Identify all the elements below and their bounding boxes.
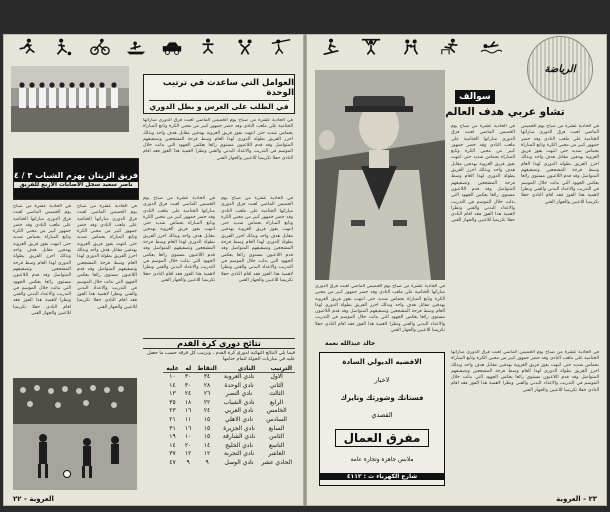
table-cell: الرابع [269,398,284,406]
table-cell: ١٨ [184,398,192,406]
table-cell: نادي التجربة [223,450,255,458]
table-cell: ٢٤ [184,390,192,398]
ad-brand: مفرق العمال [335,429,430,447]
table-cell: نادي الشارقة [222,433,256,441]
boxer-icon [400,37,422,57]
table-cell: ٣٥ [169,398,176,406]
team-photo [11,66,129,132]
table-header: النادي [220,365,258,373]
table-cell: ١٤ [169,381,176,389]
secondary-headline: فريق الزيتان يهزم الشباب ٣ / ٤ [14,170,138,180]
table-row [163,390,295,399]
table-row [163,373,295,382]
left-folio: العروبة - ٢٢ [13,495,54,503]
table-header: له [182,365,194,373]
table-cell: السابع [268,424,285,432]
right-text-column-a: في الحادية عشرة من صباح يوم الخميس الماضي لعبت فرق الدوري مباراتها الختامية على ملعب النادي وقد حضر جمهور كبير من محبي الكرة وتابع المباراة بحماس شديد حتى انتهت بفوز فريق العروبة بهدفين مقابل هدف واحد وبذلك احرز الفريق بطولة الدوري لهذا العام وسط فرحة المشجعين وتصفيقهم المتواصل وقد قدم اللاعبون مستوى رائعا يعكس الجهود التي بذلت خلال الموسم في التدريب والاعداد البدني والفني ونظرا لاهمية هذا الفوز فقد اقام النادي حفلا تكريميا للاعبين والجهاز الفني [451,124,515,224]
secondary-text-column-a: في الحادية عشرة من صباح يوم الخميس الماضي لعبت فرق الدوري مباراتها الختامية على ملعب النادي وقد حضر جمهور كبير من محبي الكرة وتابع المباراة بحماس شديد حتى انتهت بفوز فريق العروبة بهدفين مقابل هدف واحد وبذلك احرز الفريق بطولة الدوري لهذا العام وسط فرحة المشجعين وتصفيقهم المتواصل وقد قدم اللاعبون مستوى رائعا يعكس الجهود التي بذلت خلال الموسم في التدريب والاعداد البدني والفني ونظرا لاهمية هذا الفوز فقد اقام النادي حفلا تكريميا للاعبين والجهاز الفني [13,204,71,317]
advertisement-box [319,352,445,486]
car-icon [161,37,183,57]
sport-icons-strip-right [311,36,511,58]
table-row [163,442,295,451]
ad-line4: القصدي [371,411,393,420]
league-table-section [143,338,295,468]
table-cell: ١٦ [184,407,192,415]
table-cell: ٢٤ [203,407,211,415]
table-cell: ٩ [186,458,190,466]
masthead-title: الرياضة [544,63,576,75]
ad-line2: لاخبار [374,375,390,384]
hurdler-icon [440,37,462,57]
jumper-icon [197,37,219,57]
main-headline-line2: في الطلب على العرس و بطل الدوري [149,101,289,111]
right-folio: ٢٣ - العروبة [556,495,597,503]
table-cell: الخامس [266,407,287,415]
table-cell: ١٢ [203,450,211,458]
table-cell: التاسع [268,441,285,449]
table-cell: ٢٠ [184,441,192,449]
table-cell: نادي الاهلي [225,415,254,423]
right-headline: تشاو عربي هدف العالم [445,106,565,118]
ad-line1: الافضيه الديولي السادة [342,357,422,366]
table-cell: ١٠ [169,373,176,380]
table-cell: نادي الوحدة [224,381,254,389]
swimmer-icon [480,37,502,57]
table-header: الترتيب [258,365,295,373]
table-cell: ٢١ [169,415,176,423]
magazine-spread [3,34,607,506]
rowing-icon [125,37,147,57]
main-headline-line1: العوامل التي ساعدت في ترتيب الوحدة [162,77,294,98]
ad-address: شارع الكهرباء ت : ٤١١٢ [320,473,444,480]
column-kicker: سوالف [455,90,495,104]
table-cell: نادي الشباب [223,398,255,406]
table-cell: ١٤ [169,441,176,449]
table-cell: ١٥ [203,415,211,423]
table-cell: ٣١ [169,424,176,432]
table-cell: ٣٠ [184,381,192,389]
table-cell: ٢٢ [203,398,211,406]
weightlifter-icon [360,37,382,57]
table-cell: نادي العربي [224,407,254,415]
article-text-column-b: في الحادية عشرة من صباح يوم الخميس الماضي لعبت فرق الدوري مباراتها الختامية على ملعب النادي وقد حضر جمهور كبير من محبي الكرة وتابع المباراة بحماس شديد حتى انتهت بفوز فريق العروبة بهدفين مقابل هدف واحد وبذلك احرز الفريق بطولة الدوري لهذا العام وسط فرحة المشجعين وتصفيقهم المتواصل وقد قدم اللاعبون مستوى رائعا يعكس الجهود التي بذلت خلال الموسم في التدريب والاعداد البدني والفني ونظرا لاهمية هذا الفوز فقد اقام النادي حفلا تكريميا للاعبين والجهاز الفني [221,196,293,283]
table-cell: ١٥ [203,424,211,432]
table-row [163,407,295,416]
table-row [163,459,295,468]
table-row [163,433,295,442]
table-cell: ٩ [205,458,209,466]
table-cell: الثالث [269,390,285,398]
table-cell: نادي النصر [225,390,253,398]
table-row [163,450,295,459]
table-cell: ٤٧ [169,458,176,466]
masthead-logo [527,36,593,102]
right-text-column-b: في الحادية عشرة من صباح يوم الخميس الماضي لعبت فرق الدوري مباراتها الختامية على ملعب النادي وقد حضر جمهور كبير من محبي الكرة وتابع المباراة بحماس شديد حتى انتهت بفوز فريق العروبة بهدفين مقابل هدف واحد وبذلك احرز الفريق بطولة الدوري لهذا العام وسط فرحة المشجعين وتصفيقهم المتواصل وقد قدم اللاعبون مستوى رائعا يعكس الجهود التي بذلت خلال الموسم في التدريب والاعداد البدني والفني ونظرا لاهمية هذا الفوز فقد اقام النادي حفلا تكريميا للاعبين والجهاز الفني [521,124,599,205]
table-cell: ١٢ [184,450,192,458]
table-cell: الثاني [269,381,284,389]
right-text-lower: في الحادية عشرة من صباح يوم الخميس الماضي لعبت فرق الدوري مباراتها الختامية على ملعب النادي وقد حضر جمهور كبير من محبي الكرة وتابع المباراة بحماس شديد حتى انتهت بفوز فريق العروبة بهدفين مقابل هدف واحد وبذلك احرز الفريق بطولة الدوري لهذا العام وسط فرحة المشجعين وتصفيقهم المتواصل وقد قدم اللاعبون مستوى رائعا يعكس الجهود التي بذلت خلال الموسم في التدريب والاعداد البدني والفني ونظرا لاهمية هذا الفوز فقد اقام النادي حفلا تكريميا للاعبين والجهاز الفني [451,350,599,393]
cyclist-icon [89,37,111,57]
article-text-upper-right: في الحادية عشرة من صباح يوم الخميس الماضي لعبت فرق الدوري مباراتها الختامية على ملعب النادي وقد حضر جمهور كبير من محبي الكرة وتابع المباراة بحماس شديد حتى انتهت بفوز فريق العروبة بهدفين مقابل هدف واحد وبذلك احرز الفريق بطولة الدوري لهذا العام وسط فرحة المشجعين وتصفيقهم المتواصل وقد قدم اللاعبون مستوى رائعا يعكس الجهود التي بذلت خلال الموسم في التدريب والاعداد البدني والفني ونظرا لاهمية هذا الفوز فقد اقام النادي حفلا تكريميا للاعبين والجهاز الفني [143,118,293,161]
secondary-subhead: ناصر سعيد سجل الاصابات الاربع للفريق [14,182,138,188]
table-title: نتائج دوري كرة القدم [143,338,295,349]
table-header: عليه [163,365,182,373]
table-row [163,399,295,408]
table-header: النقاط [194,365,220,373]
photo-caption: خالد عبدالله نعمة [325,340,376,347]
table-cell: الحادي عشر [261,458,292,466]
table-cell: ١٥ [203,433,211,441]
league-table [163,365,295,468]
article-text-column-a: في الحادية عشرة من صباح يوم الخميس الماضي لعبت فرق الدوري مباراتها الختامية على ملعب النادي وقد حضر جمهور كبير من محبي الكرة وتابع المباراة بحماس شديد حتى انتهت بفوز فريق العروبة بهدفين مقابل هدف واحد وبذلك احرز الفريق بطولة الدوري لهذا العام وسط فرحة المشجعين وتصفيقهم المتواصل وقد قدم اللاعبون مستوى رائعا يعكس الجهود التي بذلت خلال الموسم في التدريب والاعداد البدني والفني ونظرا لاهمية هذا الفوز فقد اقام النادي حفلا تكريميا للاعبين والجهاز الفني [143,196,215,283]
ad-tagline: ملابس جاهزة وتجارة عامة [350,457,414,464]
table-cell: ١٣ [169,390,176,398]
table-cell: ٢٨ [203,381,211,389]
left-page [3,34,305,506]
table-cell: ٣٠ [184,373,192,380]
ad-line3: فستانك وشورتك وتايرك [340,393,424,402]
scout-portrait-photo [315,70,445,280]
wrestler-icon [234,37,256,57]
table-cell: ١٠ [184,433,192,441]
table-cell: ٣٧ [169,450,176,458]
table-cell: الاول [270,373,283,380]
football-player-icon [52,37,74,57]
skier-icon [320,37,342,57]
main-headline-box [143,74,295,114]
table-cell: الثامن [269,433,285,441]
table-cell: ٢٣ [169,407,176,415]
table-row [163,416,295,425]
secondary-headline-box [13,158,139,200]
table-cell: السادس [266,415,287,423]
runner-icon [16,37,38,57]
table-cell: العاشر [268,450,285,458]
sport-icons-strip [9,36,299,58]
table-cell: نادي الوصل [224,458,254,466]
table-row [163,382,295,391]
table-cell: ١٦ [184,424,192,432]
table-cell: ٣٤ [203,373,211,380]
table-row [163,425,295,434]
table-cell: ١١ [184,415,192,423]
table-cell: نادي الخليج [225,441,253,449]
table-cell: نادي العروبة [223,373,255,380]
table-intro: فيما يلي النتائج النهائية لدوري كرة القدم ، وترتيب كل فرقة حسب ما حصل عليه في مباريات الجولة لتمام ختامها [147,351,295,362]
right-page [305,34,607,506]
table-cell: ١٤ [203,441,211,449]
right-text-under-photo: في الحادية عشرة من صباح يوم الخميس الماضي لعبت فرق الدوري مباراتها الختامية على ملعب النادي وقد حضر جمهور كبير من محبي الكرة وتابع المباراة بحماس شديد حتى انتهت بفوز فريق العروبة بهدفين مقابل هدف واحد وبذلك احرز الفريق بطولة الدوري لهذا العام وسط فرحة المشجعين وتصفيقهم المتواصل وقد قدم اللاعبون مستوى رائعا يعكس الجهود التي بذلت خلال الموسم في التدريب والاعداد البدني والفني ونظرا لاهمية هذا الفوز فقد اقام النادي حفلا تكريميا للاعبين والجهاز الفني [315,284,445,334]
table-cell: ٢٦ [203,390,211,398]
football-match-photo [13,378,137,490]
secondary-text-column-b: في الحادية عشرة من صباح يوم الخميس الماضي لعبت فرق الدوري مباراتها الختامية على ملعب النادي وقد حضر جمهور كبير من محبي الكرة وتابع المباراة بحماس شديد حتى انتهت بفوز فريق العروبة بهدفين مقابل هدف واحد وبذلك احرز الفريق بطولة الدوري لهذا العام وسط فرحة المشجعين وتصفيقهم المتواصل وقد قدم اللاعبون مستوى رائعا يعكس الجهود التي بذلت خلال الموسم في التدريب والاعداد البدني والفني ونظرا لاهمية هذا الفوز فقد اقام النادي حفلا تكريميا للاعبين والجهاز الفني [77,204,137,310]
table-cell: نادي الجزيرة [223,424,255,432]
table-cell: ١٩ [169,433,176,441]
javelin-icon [270,37,292,57]
